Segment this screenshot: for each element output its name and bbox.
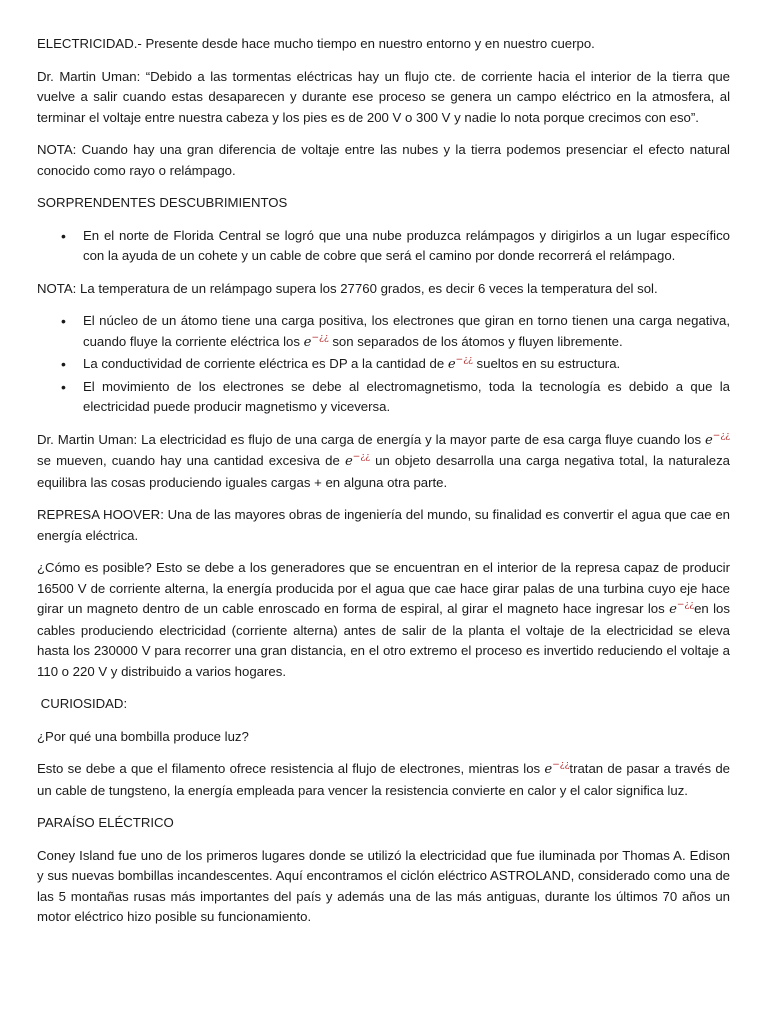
paragraph-bulb-answer: Esto se debe a que el filamento ofrece resistencia al flujo de electrones, mientras los e−¿¿tratan de pasar a través de un cable de tungsteno, la energía empleada para vencer la resistencia convierte en calor y el calor significa luz.: [37, 760, 730, 798]
list-item: • La conductividad de corriente eléctrica es DP a la cantidad de e−¿¿ sueltos en su estructura.: [37, 354, 730, 376]
heading-electric-paradise: PARAÍSO ELÉCTRICO: [37, 815, 174, 830]
paragraph-uman-quote: Dr. Martin Uman: “Debido a las tormentas eléctricas hay un flujo cte. de corriente hacia el interior de la tierra que vuelve a salir cuando estas desaparecen y durante ese proceso se genera un campo eléctrico en la atmosfera, al terminar el voltaje entre nuestra cabeza y los pies es de 200 V o 300 V y nadie lo nota porque crecimos con eso”.: [37, 68, 730, 125]
paragraph-coney-island: Coney Island fue uno de los primeros lugares donde se utilizó la electricidad que fue iluminada por Thomas A. Edison y sus nuevas bombillas incandescentes. Aquí encontramos el ciclón eléctrico ASTROLAND, considerado como una de las 5 montañas rusas más importantes del país y además una de las más antiguas, durante los últimos 70 años un motor eléctrico hizo posible su funcionamiento.: [37, 847, 730, 924]
electron-symbol: e−¿¿: [669, 600, 695, 617]
paragraph-note-temperature: NOTA: La temperatura de un relámpago supera los 27760 grados, es decir 6 veces la temperatura del sol.: [37, 280, 658, 296]
electron-symbol: e−¿¿: [344, 452, 370, 469]
paragraph-note-lightning: NOTA: Cuando hay una gran diferencia de voltaje entre las nubes y la tierra podemos presenciar el efecto natural conocido como rayo o relámpago.: [37, 142, 730, 178]
electron-symbol: e−¿¿: [704, 430, 730, 448]
paragraph-intro: ELECTRICIDAD.- Presente desde hace mucho tiempo en nuestro entorno y en nuestro cuerpo.: [37, 36, 595, 51]
electron-symbol: e−¿¿: [303, 332, 329, 350]
atom-facts-list: [37, 311, 730, 418]
list-item: • El movimiento de los electrones se debe al electromagnetismo, toda la tecnología es debido a que la electricidad puede producir magnetismo y viceversa.: [37, 377, 730, 418]
paragraph-hoover-dam: REPRESA HOOVER: Una de las mayores obras de ingeniería del mundo, su finalidad es convertir el agua que cae en energía eléctrica.: [37, 507, 730, 543]
paragraph-how-possible: ¿Cómo es posible? Esto se debe a los generadores que se encuentran en el interior de la represa capaz de producir 16500 V de corriente alterna, la energía producida por el agua que cae hace girar palas de una turbina cuyo eje hace girar un magneto dentro de un cable enroscado en forma de espiral, al girar el magneto hace ingresar los e−¿¿en los cables produciendo electricidad (corriente alterna) antes de salir de la planta el voltaje de la electricidad se eleva hasta los 230000 V para recorrer una gran distancia, en el otro extremo el proceso es invertido reduciendo el voltaje a 110 o 220 V y distribuido a varios hogares.: [37, 560, 730, 679]
electron-symbol: e−¿¿: [544, 760, 570, 777]
list-item: • El núcleo de un átomo tiene una carga positiva, los electrones que giran en torno tienen una carga negativa, cuando fluye la corriente eléctrica los e−¿¿ son separados de los átomos y fluyen libremente.: [37, 311, 730, 353]
paragraph-uman-definition: Dr. Martin Uman: La electricidad es flujo de una carga de energía y la mayor parte de esa carga fluye cuando los e−¿¿ se mueven, cuando hay una cantidad excesiva de e−¿¿ un objeto desarrolla una carga negativa total, la naturaleza equilibra las cosas produciendo iguales cargas + en alguna otra parte.: [37, 430, 730, 490]
discoveries-list: [37, 226, 730, 267]
heading-curiosity: CURIOSIDAD:: [37, 696, 128, 711]
paragraph-question: ¿Por qué una bombilla produce luz?: [37, 728, 249, 744]
heading-discoveries: SORPRENDENTES DESCUBRIMIENTOS: [37, 195, 288, 210]
list-item: • En el norte de Florida Central se logró que una nube produzca relámpagos y dirigirlos a un lugar específico con la ayuda de un cohete y un cable de cobre que será el camino por donde recorrerá el relámpago.: [37, 226, 730, 267]
electron-symbol: e−¿¿: [447, 355, 473, 372]
